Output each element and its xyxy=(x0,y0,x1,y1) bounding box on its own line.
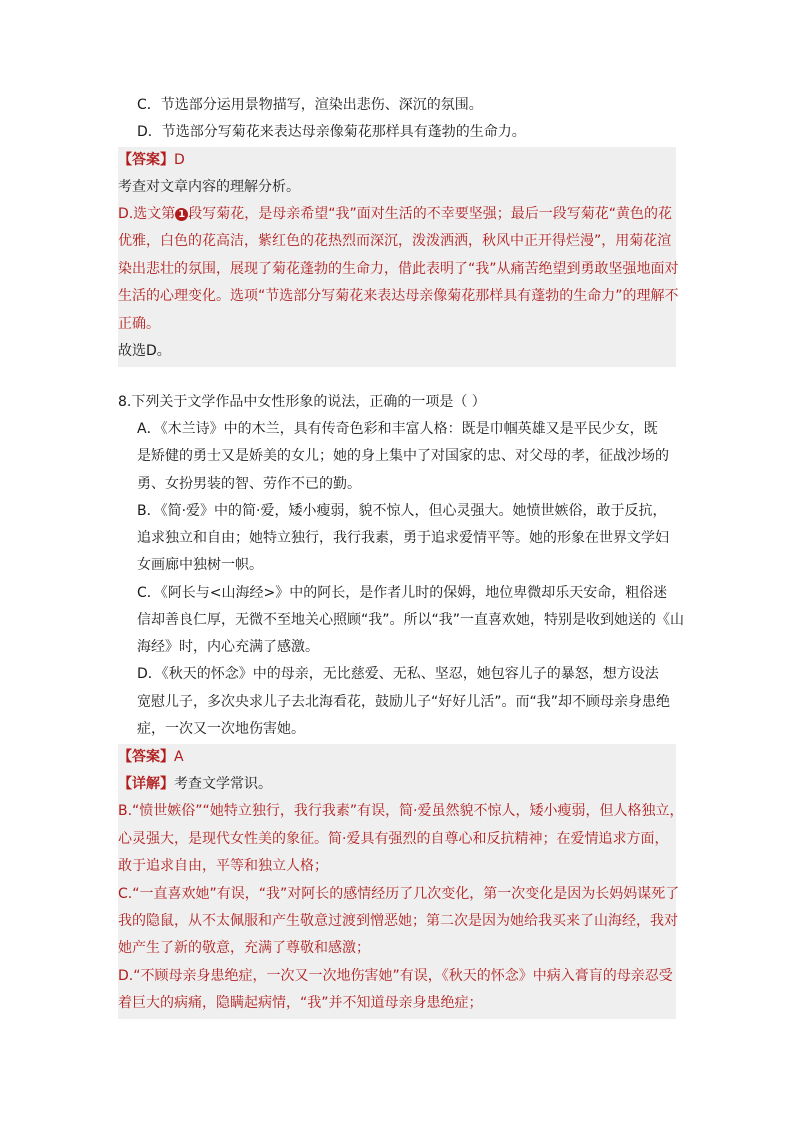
conclusion-q7: 故选D。 xyxy=(118,343,171,359)
q8-option-line: 海经》时，内心充满了感激。 xyxy=(137,639,319,655)
q8-option-line: 是矫健的勇士又是娇美的女儿；她的身上集中了对国家的忠、对父母的孝，征战沙场的 xyxy=(137,448,669,464)
option-d-q7: D．节选部分写菊花来表达母亲像菊花那样具有蓬勃的生命力。 xyxy=(137,124,526,140)
analysis-line-2: 优雅，白色的花高洁，紫红色的花热烈而深沉，泼泼洒洒，秋风中正开得烂漫”，用菊花渲 xyxy=(118,233,672,249)
detail-line: 她产生了新的敬意，充满了尊敬和感激； xyxy=(118,940,370,956)
detail-line: 我的隐鼠，从不太佩服和产生敬意过渡到憎恶她；第二次是因为她给我买来了山海经，我对 xyxy=(118,913,678,929)
answer-label-q8: 【答案】A xyxy=(118,749,184,765)
q8-option-line: 宽慰儿子，多次央求儿子去北海看花，鼓励儿子“好好儿活”。而“我”却不顾母亲身患绝 xyxy=(137,694,671,710)
detail-label-q8: 【详解】考查文学常识。 xyxy=(118,776,272,792)
option-c-q7: C．节选部分运用景物描写，渲染出悲伤、深沉的氛围。 xyxy=(137,97,483,113)
detail-line: 心灵强大，是现代女性美的象征。简·爱具有强烈的自尊心和反抗精神；在爱情追求方面， xyxy=(118,831,669,847)
analysis-line-3: 染出悲壮的氛围，展现了菊花蓬勃的生命力，借此表明了“我”从痛苦绝望到勇敢坚强地面对 xyxy=(118,261,679,277)
q8-option-line: 信却善良仁厚，无微不至地关心照顾“我”。所以“我”一直喜欢她，特别是收到她送的《山 xyxy=(137,612,685,628)
q8-option-line: C．《阿长与<山海经>》中的阿长，是作者儿时的保姆，地位卑微却乐天安命，粗俗迷 xyxy=(137,585,668,601)
q8-option-line: B．《简·爱》中的简·爱，矮小瘦弱，貌不惊人，但心灵强大。她愤世嫉俗，敢于反抗， xyxy=(137,503,667,519)
q8-option-line: 追求独立和自由；她特立独行，我行我素，勇于追求爱情平等。她的形象在世界文学妇 xyxy=(137,530,669,546)
detail-line: C.“一直喜欢她”有误，“我”对阿长的感情经历了几次变化，第一次变化是因为长妈妈谋死了 xyxy=(118,886,680,902)
q8-option-line: D．《秋天的怀念》中的母亲，无比慈爱、无私、坚忍，她包容儿子的暴怒，想方设法 xyxy=(137,666,659,682)
detail-line: 敢于追求自由，平等和独立人格； xyxy=(118,858,328,874)
q8-option-line: 女画廊中独树一帜。 xyxy=(137,557,263,573)
analysis-line-5: 正确。 xyxy=(118,316,160,332)
q8-option-line: 勇、女扮男装的智、劳作不已的勤。 xyxy=(137,476,361,492)
detail-line: 着巨大的病痛，隐瞒起病情，“我”并不知道母亲身患绝症； xyxy=(118,995,483,1011)
analysis-line-1: D.选文第 1 段写菊花，是母亲希望“我”面对生活的不幸要坚强；最后一段写菊花“黄色的花 xyxy=(118,206,672,222)
q8-option-line: 症，一次又一次地伤害她。 xyxy=(137,721,305,737)
answer-label-q7: 【答案】D xyxy=(118,152,185,168)
analysis-line-4: 生活的心理变化。选项“节选部分写菊花来表达母亲像菊花那样具有蓬勃的生命力”的理解不 xyxy=(118,288,679,304)
detail-line: D.“不顾母亲身患绝症，一次又一次地伤害她”有误，《秋天的怀念》中病入膏肓的母亲忍受 xyxy=(118,968,673,984)
circled-number-icon: 1 xyxy=(175,208,188,221)
question-8-stem: 8.下列关于文学作品中女性形象的说法，正确的一项是（ ） xyxy=(118,394,486,410)
analysis-note-q7: 考查对文章内容的理解分析。 xyxy=(118,179,300,195)
q8-option-line: A．《木兰诗》中的木兰，具有传奇色彩和丰富人格：既是巾帼英雄又是平民少女，既 xyxy=(137,421,658,437)
detail-line: B.“愤世嫉俗”“她特立独行，我行我素”有误，简·爱虽然貌不惊人，矮小瘦弱，但人格独立， xyxy=(118,803,684,819)
